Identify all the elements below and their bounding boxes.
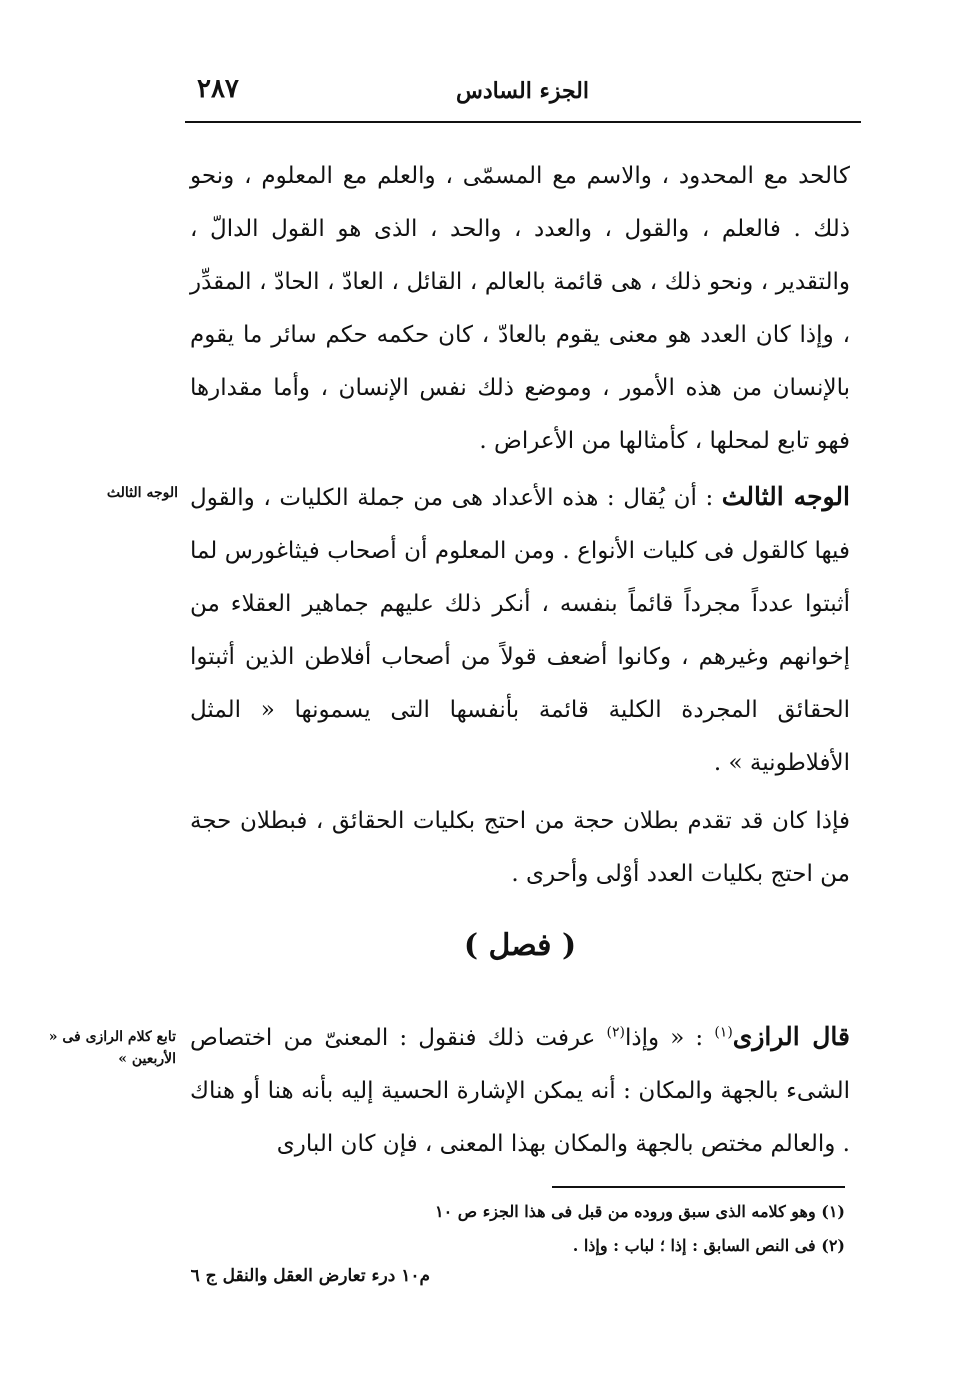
running-title: الجزء السادس — [456, 78, 589, 104]
razi-text-a: : « وإذا — [624, 1025, 715, 1051]
footnote-1: (١) وهو كلامه الذى سبق وروده من قبل فى هذا الجزء ص ١٠ — [435, 1202, 845, 1221]
margin-note-razi: تابع كلام الرازى فى « الأربعين » — [48, 1029, 176, 1067]
footnote-ref-2[interactable]: (٢) — [606, 1024, 625, 1041]
razi-text-b: عرفت ذلك فنقول : المعنىّ من اختصاص الشىء بالجهة والمكان : أنه يمكن الإشارة الحسية إليه بأنه هنا أو هناك . والعالم مختص بالجهة والمكان بهذا المعنى ، فإن كان البارى — [190, 1025, 850, 1157]
third-aspect-lead: الوجه الثالث — [721, 482, 850, 511]
page-header — [185, 74, 860, 118]
section-heading: ( فصل ) — [463, 928, 577, 963]
paragraph-1: كالحد مع المحدود ، والاسم مع المسمّى ، والعلم مع المعلوم ، ونحو ذلك . فالعلم ، والقول ، والعدد ، والحد ، الذى هو القول الدالّ ، والتقدير ، ونحو ذلك ، هى قائمة بالعالم ، القائل ، العادّ ، الحادّ ، المقدِّر ، وإذا كان العدد هو معنى يقوم بالعادّ ، كان حكمه حكم سائر ما يقوم بالإنسان من هذه الأمور ، وموضع ذلك نفس الإنسان ، وأما مقدارها فهو تابع لمحلها ، كأمثالها من الأعراض . — [190, 163, 850, 454]
paragraph-razi — [190, 1010, 850, 1171]
header-rule — [185, 121, 861, 123]
footnote-rule — [552, 1186, 845, 1188]
signature-line: م١٠ درء تعارض العقل والنقل ج ٦ — [190, 1266, 430, 1286]
footnote-2: (٢) فى النص السابق : إذا ؛ لباب : وإذا . — [572, 1236, 845, 1255]
paragraph-conclusion: فإذا كان قد تقدم بطلان حجة من احتج بكليات الحقائق ، فبطلان حجة من احتج بكليات العدد أوْلى وأحرى . — [190, 808, 850, 887]
page-number: ٢٨٧ — [197, 74, 239, 104]
third-aspect-text: : أن يُقال : هذه الأعداد هى من جملة الكليات ، والقول فيها كالقول فى كليات الأنواع . ومن المعلوم أن أصحاب فيثاغورس لما أثبتوا عدداً مجرداً قائماً بنفسه ، أنكر ذلك عليهم جماهير العقلاء من إخوانهم وغيرهم ، وكانوا أضعف قولاً من أصحاب أفلاطن الذين أثبتوا الحقائق المجردة الكلية قائمة بأنفسها التى يسمونها « المثل الأفلاطونية » . — [190, 485, 850, 776]
footnote-ref-1[interactable]: (١) — [714, 1024, 733, 1041]
razi-lead: قال الرازى — [732, 1022, 850, 1051]
margin-note-third-aspect: الوجه الثالث — [106, 485, 178, 501]
paragraph-third-aspect — [190, 470, 850, 790]
